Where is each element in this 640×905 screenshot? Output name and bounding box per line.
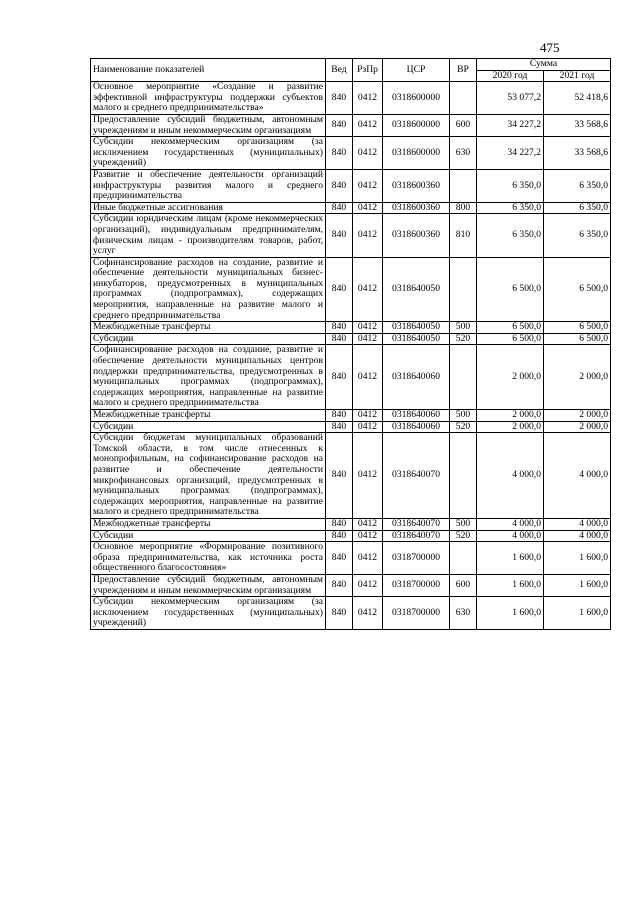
row-amount-2021-cell: 1 600,0 (544, 597, 611, 630)
row-amount-2020-cell: 4 000,0 (477, 530, 544, 542)
row-vr-cell: 600 (450, 574, 477, 596)
table-row (91, 421, 611, 433)
row-ved-cell: 840 (326, 322, 353, 334)
table-row (91, 574, 611, 596)
row-csr-cell: 0318640050 (383, 322, 450, 334)
row-amount-2020-cell: 2 000,0 (477, 421, 544, 433)
row-ved-cell: 840 (326, 518, 353, 530)
header-year-2020: 2020 год (477, 70, 544, 82)
row-amount-2021-cell: 4 000,0 (544, 518, 611, 530)
row-amount-2021-cell: 33 568,6 (544, 137, 611, 170)
table-row (91, 433, 611, 519)
row-csr-cell: 0318640060 (383, 345, 450, 410)
table-row (91, 333, 611, 345)
row-rzpr-cell: 0412 (353, 214, 383, 257)
row-rzpr-cell: 0412 (353, 574, 383, 596)
row-amount-2021-cell: 1 600,0 (544, 542, 611, 575)
row-vr-cell: 810 (450, 214, 477, 257)
row-name-cell: Иные бюджетные ассигнования (91, 202, 326, 214)
row-ved-cell: 840 (326, 202, 353, 214)
row-amount-2021-cell: 6 500,0 (544, 257, 611, 322)
header-row (91, 59, 611, 71)
row-csr-cell: 0318600360 (383, 169, 450, 202)
row-name-cell: Развитие и обеспечение деятельности организаций инфраструктуры развития малого и среднего предпринимательства (91, 169, 326, 202)
row-amount-2021-cell: 4 000,0 (544, 530, 611, 542)
row-vr-cell (450, 169, 477, 202)
row-amount-2020-cell: 6 350,0 (477, 169, 544, 202)
row-name-cell: Основное мероприятие «Формирование позитивного образа предпринимательства, как источника роста общественного благосостояния» (91, 542, 326, 575)
row-amount-2020-cell: 6 500,0 (477, 333, 544, 345)
row-name-cell: Субсидии (91, 333, 326, 345)
row-vr-cell: 600 (450, 114, 477, 136)
row-amount-2020-cell: 4 000,0 (477, 433, 544, 519)
table-row (91, 518, 611, 530)
row-ved-cell: 840 (326, 257, 353, 322)
header-vr: ВР (450, 59, 477, 82)
row-name-cell: Межбюджетные трансферты (91, 410, 326, 422)
row-csr-cell: 0318640070 (383, 518, 450, 530)
row-vr-cell: 500 (450, 410, 477, 422)
row-vr-cell: 520 (450, 530, 477, 542)
table-row (91, 345, 611, 410)
table-row (91, 169, 611, 202)
row-rzpr-cell: 0412 (353, 114, 383, 136)
table-row (91, 114, 611, 136)
row-amount-2021-cell: 6 350,0 (544, 169, 611, 202)
header-name: Наименование показателей (91, 59, 326, 82)
row-amount-2021-cell: 6 350,0 (544, 214, 611, 257)
table-row (91, 202, 611, 214)
row-vr-cell (450, 345, 477, 410)
row-name-cell: Субсидии (91, 421, 326, 433)
row-amount-2020-cell: 6 500,0 (477, 257, 544, 322)
row-rzpr-cell: 0412 (353, 433, 383, 519)
row-amount-2021-cell: 6 500,0 (544, 322, 611, 334)
row-vr-cell (450, 82, 477, 115)
table-row (91, 214, 611, 257)
row-ved-cell: 840 (326, 114, 353, 136)
row-rzpr-cell: 0412 (353, 322, 383, 334)
row-csr-cell: 0318600000 (383, 114, 450, 136)
row-ved-cell: 840 (326, 574, 353, 596)
row-ved-cell: 840 (326, 410, 353, 422)
row-ved-cell: 840 (326, 530, 353, 542)
row-vr-cell (450, 257, 477, 322)
budget-table (90, 58, 611, 630)
row-name-cell: Софинансирование расходов на создание, развитие и обеспечение деятельности муниципальных центров поддержки предпринимательства, предусмотренных в муниципальных программах (подпрограммах), содержащих мероприятия, направленные на развитие малого и среднего предпринимательства (91, 345, 326, 410)
row-ved-cell: 840 (326, 169, 353, 202)
row-amount-2021-cell: 6 350,0 (544, 202, 611, 214)
row-vr-cell: 630 (450, 597, 477, 630)
table-row (91, 257, 611, 322)
row-name-cell: Предоставление субсидий бюджетным, автономным учреждениям и иным некоммерческим организациям (91, 114, 326, 136)
row-amount-2021-cell: 2 000,0 (544, 421, 611, 433)
row-csr-cell: 0318600360 (383, 214, 450, 257)
row-rzpr-cell: 0412 (353, 345, 383, 410)
row-rzpr-cell: 0412 (353, 542, 383, 575)
table-row (91, 322, 611, 334)
row-csr-cell: 0318700000 (383, 542, 450, 575)
row-vr-cell: 500 (450, 518, 477, 530)
row-name-cell: Основное мероприятие «Создание и развитие эффективной инфраструктуры поддержки субъектов малого и среднего предпринимательства» (91, 82, 326, 115)
row-amount-2021-cell: 2 000,0 (544, 345, 611, 410)
row-name-cell: Софинансирование расходов на создание, развитие и обеспечение деятельности муниципальных бизнес-инкубаторов, предусмотренных в муниципальных программах (подпрограммах), содержащих мероприятия, направленные на развитие малого и среднего предпринимательства (91, 257, 326, 322)
row-vr-cell (450, 542, 477, 575)
row-amount-2020-cell: 1 600,0 (477, 542, 544, 575)
row-name-cell: Межбюджетные трансферты (91, 518, 326, 530)
row-vr-cell: 520 (450, 421, 477, 433)
header-sum: Сумма (477, 59, 611, 71)
page-number: 475 (540, 40, 560, 55)
row-name-cell: Субсидии бюджетам муниципальных образований Томской области, в том числе отнесенных к монопрофильным, на софинансирование расходов на развитие и обеспечение деятельности микрофинансовых организаций, предусмотренных в муниципальных программах (подпрограммах), содержащих мероприятия, направленные на развитие малого и среднего предпринимательства (91, 433, 326, 519)
table-row (91, 137, 611, 170)
row-amount-2021-cell: 52 418,6 (544, 82, 611, 115)
row-name-cell: Предоставление субсидий бюджетным, автономным учреждениям и иным некоммерческим организациям (91, 574, 326, 596)
table-row (91, 597, 611, 630)
row-amount-2021-cell: 6 500,0 (544, 333, 611, 345)
row-csr-cell: 0318640070 (383, 530, 450, 542)
table-row (91, 530, 611, 542)
row-vr-cell: 630 (450, 137, 477, 170)
row-amount-2020-cell: 6 350,0 (477, 214, 544, 257)
table-row (91, 410, 611, 422)
row-amount-2020-cell: 4 000,0 (477, 518, 544, 530)
row-ved-cell: 840 (326, 433, 353, 519)
row-name-cell: Субсидии некоммерческим организациям (за исключением государственных (муниципальных) учреждений) (91, 597, 326, 630)
row-ved-cell: 840 (326, 542, 353, 575)
row-rzpr-cell: 0412 (353, 421, 383, 433)
row-amount-2020-cell: 2 000,0 (477, 345, 544, 410)
row-amount-2020-cell: 1 600,0 (477, 574, 544, 596)
row-rzpr-cell: 0412 (353, 518, 383, 530)
row-rzpr-cell: 0412 (353, 202, 383, 214)
row-csr-cell: 0318640050 (383, 257, 450, 322)
row-amount-2021-cell: 1 600,0 (544, 574, 611, 596)
row-vr-cell: 520 (450, 333, 477, 345)
table-row (91, 82, 611, 115)
row-rzpr-cell: 0412 (353, 257, 383, 322)
row-rzpr-cell: 0412 (353, 597, 383, 630)
row-csr-cell: 0318600360 (383, 202, 450, 214)
row-amount-2020-cell: 6 500,0 (477, 322, 544, 334)
row-rzpr-cell: 0412 (353, 530, 383, 542)
row-ved-cell: 840 (326, 421, 353, 433)
row-csr-cell: 0318700000 (383, 597, 450, 630)
row-rzpr-cell: 0412 (353, 82, 383, 115)
row-csr-cell: 0318700000 (383, 574, 450, 596)
row-vr-cell: 800 (450, 202, 477, 214)
row-csr-cell: 0318600000 (383, 82, 450, 115)
header-csr: ЦСР (383, 59, 450, 82)
header-ved: Вед (326, 59, 353, 82)
row-rzpr-cell: 0412 (353, 137, 383, 170)
row-ved-cell: 840 (326, 214, 353, 257)
row-ved-cell: 840 (326, 345, 353, 410)
row-amount-2021-cell: 4 000,0 (544, 433, 611, 519)
row-name-cell: Субсидии юридическим лицам (кроме некоммерческих организаций), индивидуальным предпринимателям, физическим лицам - производителям товаров, работ, услуг (91, 214, 326, 257)
row-name-cell: Субсидии некоммерческим организациям (за исключением государственных (муниципальных) учреждений) (91, 137, 326, 170)
row-ved-cell: 840 (326, 82, 353, 115)
row-ved-cell: 840 (326, 137, 353, 170)
row-csr-cell: 0318640070 (383, 433, 450, 519)
row-amount-2020-cell: 53 077,2 (477, 82, 544, 115)
row-amount-2020-cell: 6 350,0 (477, 202, 544, 214)
row-ved-cell: 840 (326, 333, 353, 345)
row-amount-2020-cell: 2 000,0 (477, 410, 544, 422)
row-csr-cell: 0318640060 (383, 410, 450, 422)
row-amount-2021-cell: 2 000,0 (544, 410, 611, 422)
row-amount-2021-cell: 33 568,6 (544, 114, 611, 136)
row-rzpr-cell: 0412 (353, 169, 383, 202)
row-rzpr-cell: 0412 (353, 333, 383, 345)
row-vr-cell: 500 (450, 322, 477, 334)
row-csr-cell: 0318640050 (383, 333, 450, 345)
row-vr-cell (450, 433, 477, 519)
row-name-cell: Межбюджетные трансферты (91, 322, 326, 334)
header-year-2021: 2021 год (544, 70, 611, 82)
row-csr-cell: 0318600000 (383, 137, 450, 170)
header-rzpr: РзПр (353, 59, 383, 82)
row-name-cell: Субсидии (91, 530, 326, 542)
table-body (91, 82, 611, 630)
row-csr-cell: 0318640060 (383, 421, 450, 433)
table-row (91, 542, 611, 575)
row-amount-2020-cell: 1 600,0 (477, 597, 544, 630)
row-amount-2020-cell: 34 227,2 (477, 137, 544, 170)
row-rzpr-cell: 0412 (353, 410, 383, 422)
row-ved-cell: 840 (326, 597, 353, 630)
row-amount-2020-cell: 34 227,2 (477, 114, 544, 136)
